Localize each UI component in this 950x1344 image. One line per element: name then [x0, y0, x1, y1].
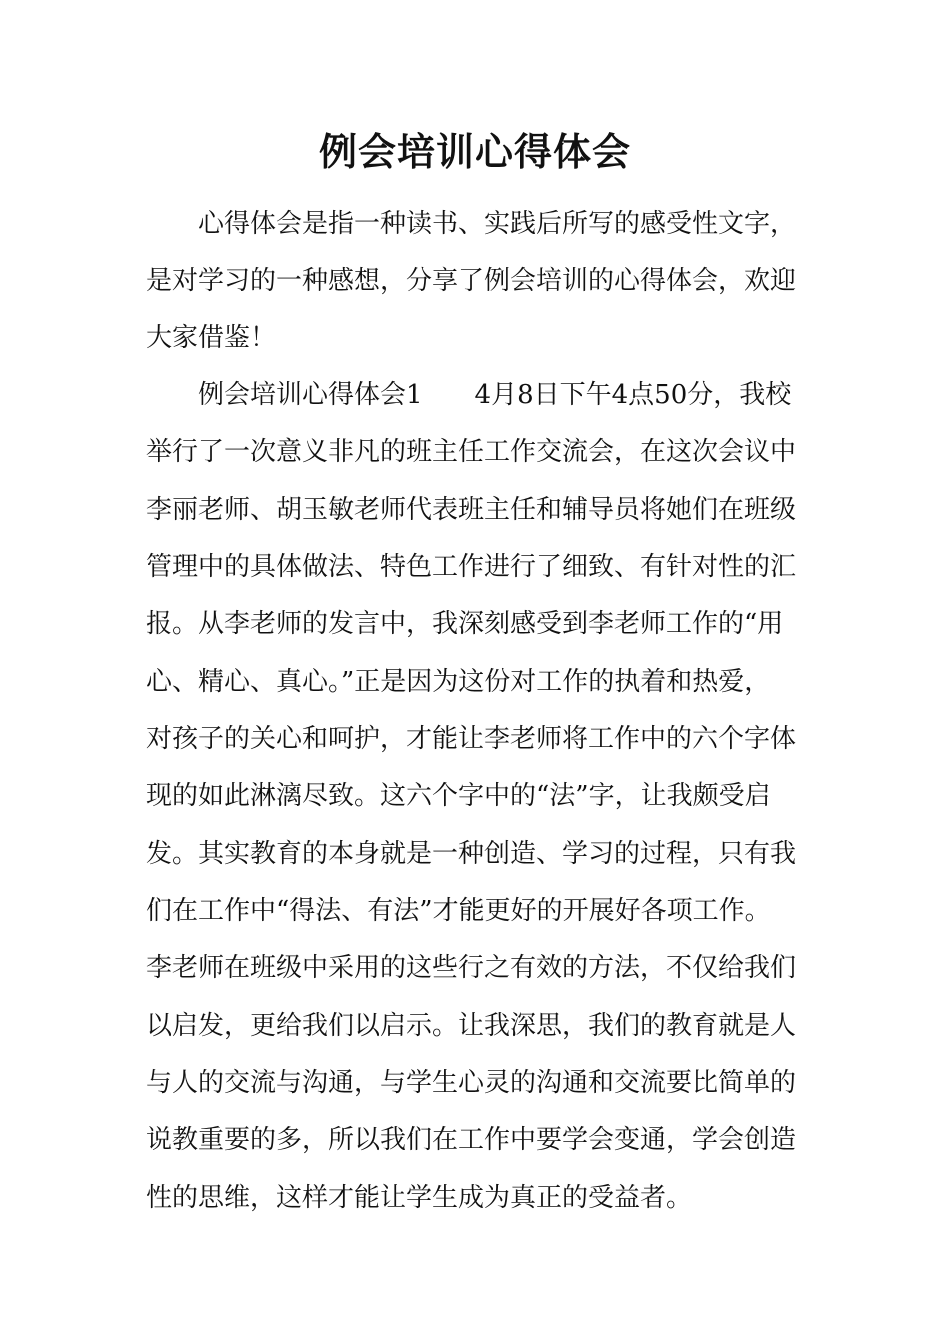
- text-line: 现的如此淋漓尽致。这六个字中的“法”字，让我颇受启: [146, 781, 771, 811]
- text-line: 李老师在班级中采用的这些行之有效的方法，不仅给我们: [146, 953, 797, 983]
- text-line: 举行了一次意义非凡的班主任工作交流会，在这次会议中: [146, 437, 797, 467]
- text-line: 管理中的具体做法、特色工作进行了细致、有针对性的汇: [146, 552, 797, 582]
- text-line: 是对学习的一种感想，分享了例会培训的心得体会，欢迎: [146, 266, 797, 296]
- text-line: 性的思维，这样才能让学生成为真正的受益者。: [146, 1183, 693, 1213]
- text-line: 们在工作中“得法、有法”才能更好的开展好各项工作。: [146, 896, 771, 926]
- text-line: 李丽老师、胡玉敏老师代表班主任和辅导员将她们在班级: [146, 495, 797, 525]
- text-line: 以启发，更给我们以启示。让我深思，我们的教育就是人: [146, 1011, 797, 1041]
- text-line: 报。从李老师的发言中，我深刻感受到李老师工作的“用: [146, 609, 784, 639]
- text-line: 心、精心、真心。”正是因为这份对工作的执着和热爱，: [146, 667, 771, 697]
- text-line: 心得体会是指一种读书、实践后所写的感受性文字，: [146, 209, 797, 239]
- text-line: 例会培训心得体会1 4月8日下午4点50分，我校: [146, 380, 792, 410]
- document-title: 例会培训心得体会: [318, 129, 631, 174]
- text-line: 与人的交流与沟通，与学生心灵的沟通和交流要比简单的: [146, 1068, 797, 1098]
- text-line: 对孩子的关心和呵护，才能让李老师将工作中的六个字体: [146, 724, 797, 754]
- text-line: 说教重要的多，所以我们在工作中要学会变通，学会创造: [146, 1125, 797, 1155]
- text-line: 大家借鉴！: [146, 323, 277, 353]
- text-line: 发。其实教育的本身就是一种创造、学习的过程，只有我: [146, 839, 797, 869]
